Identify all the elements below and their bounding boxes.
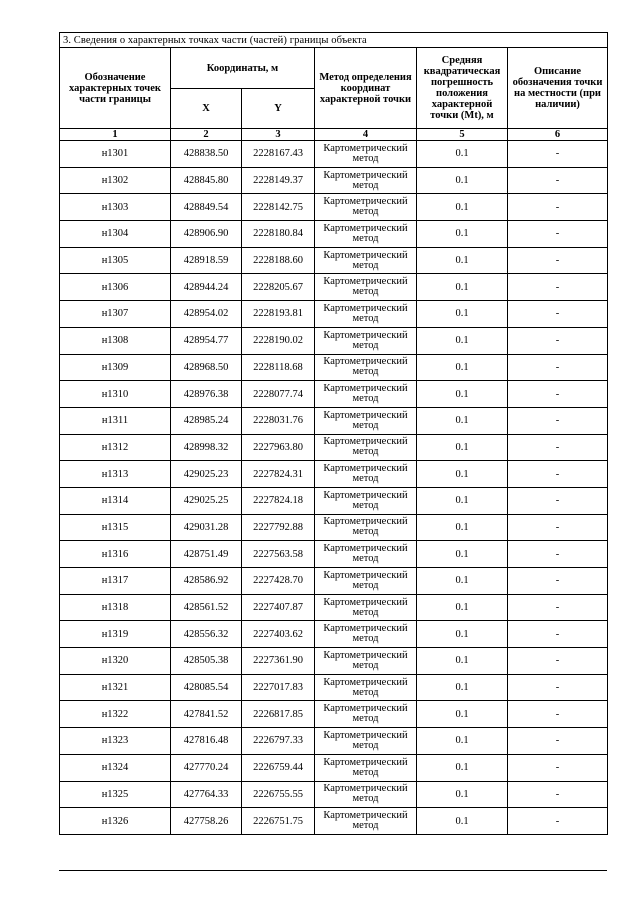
description-cell: -	[508, 461, 608, 488]
table-row	[60, 194, 608, 221]
coordinates-table	[59, 32, 608, 835]
point-id-cell: н1324	[60, 754, 171, 781]
description-cell: -	[508, 327, 608, 354]
header-coordinates: Координаты, м	[171, 48, 315, 89]
y-coordinate-cell: 2227403.62	[242, 621, 315, 648]
error-cell: 0.1	[417, 674, 508, 701]
method-cell: Картометрический метод	[315, 327, 417, 354]
error-cell: 0.1	[417, 194, 508, 221]
point-id-cell: н1322	[60, 701, 171, 728]
table-row	[60, 541, 608, 568]
x-coordinate-cell: 428505.38	[171, 648, 242, 675]
column-number: 5	[417, 129, 508, 141]
error-cell: 0.1	[417, 381, 508, 408]
method-cell: Картометрический метод	[315, 221, 417, 248]
method-cell: Картометрический метод	[315, 781, 417, 808]
point-id-cell: н1304	[60, 221, 171, 248]
point-id-cell: н1320	[60, 648, 171, 675]
description-cell: -	[508, 728, 608, 755]
y-coordinate-cell: 2228205.67	[242, 274, 315, 301]
method-cell: Картометрический метод	[315, 648, 417, 675]
column-number: 6	[508, 129, 608, 141]
point-id-cell: н1309	[60, 354, 171, 381]
y-coordinate-cell: 2227963.80	[242, 434, 315, 461]
error-cell: 0.1	[417, 167, 508, 194]
table-row	[60, 274, 608, 301]
x-coordinate-cell: 429031.28	[171, 514, 242, 541]
description-cell: -	[508, 354, 608, 381]
point-id-cell: н1307	[60, 301, 171, 328]
method-cell: Картометрический метод	[315, 728, 417, 755]
x-coordinate-cell: 428085.54	[171, 674, 242, 701]
point-id-cell: н1325	[60, 781, 171, 808]
table-row	[60, 568, 608, 595]
x-coordinate-cell: 428954.77	[171, 327, 242, 354]
description-cell: -	[508, 167, 608, 194]
y-coordinate-cell: 2226759.44	[242, 754, 315, 781]
description-cell: -	[508, 701, 608, 728]
y-coordinate-cell: 2228193.81	[242, 301, 315, 328]
table-row	[60, 514, 608, 541]
y-coordinate-cell: 2227824.18	[242, 487, 315, 514]
y-coordinate-cell: 2226751.75	[242, 808, 315, 835]
method-cell: Картометрический метод	[315, 274, 417, 301]
x-coordinate-cell: 429025.25	[171, 487, 242, 514]
x-coordinate-cell: 428998.32	[171, 434, 242, 461]
table-row	[60, 407, 608, 434]
method-cell: Картометрический метод	[315, 301, 417, 328]
error-cell: 0.1	[417, 221, 508, 248]
description-cell: -	[508, 781, 608, 808]
description-cell: -	[508, 568, 608, 595]
error-cell: 0.1	[417, 407, 508, 434]
table-row	[60, 381, 608, 408]
table-row	[60, 327, 608, 354]
header-x: X	[171, 89, 242, 129]
y-coordinate-cell: 2227361.90	[242, 648, 315, 675]
x-coordinate-cell: 427770.24	[171, 754, 242, 781]
description-cell: -	[508, 808, 608, 835]
error-cell: 0.1	[417, 434, 508, 461]
method-cell: Картометрический метод	[315, 568, 417, 595]
description-cell: -	[508, 301, 608, 328]
description-cell: -	[508, 247, 608, 274]
y-coordinate-cell: 2227563.58	[242, 541, 315, 568]
error-cell: 0.1	[417, 594, 508, 621]
y-coordinate-cell: 2228118.68	[242, 354, 315, 381]
y-coordinate-cell: 2226817.85	[242, 701, 315, 728]
description-cell: -	[508, 141, 608, 168]
column-number: 2	[171, 129, 242, 141]
description-cell: -	[508, 487, 608, 514]
point-id-cell: н1314	[60, 487, 171, 514]
point-id-cell: н1323	[60, 728, 171, 755]
x-coordinate-cell: 428586.92	[171, 568, 242, 595]
y-coordinate-cell: 2228149.37	[242, 167, 315, 194]
error-cell: 0.1	[417, 487, 508, 514]
point-id-cell: н1306	[60, 274, 171, 301]
y-coordinate-cell: 2227428.70	[242, 568, 315, 595]
method-cell: Картометрический метод	[315, 808, 417, 835]
table-row	[60, 728, 608, 755]
x-coordinate-cell: 427764.33	[171, 781, 242, 808]
x-coordinate-cell: 428838.50	[171, 141, 242, 168]
table-row	[60, 461, 608, 488]
y-coordinate-cell: 2226755.55	[242, 781, 315, 808]
method-cell: Картометрический метод	[315, 407, 417, 434]
error-cell: 0.1	[417, 354, 508, 381]
description-cell: -	[508, 221, 608, 248]
x-coordinate-cell: 427758.26	[171, 808, 242, 835]
description-cell: -	[508, 194, 608, 221]
column-number: 1	[60, 129, 171, 141]
table-row	[60, 167, 608, 194]
y-coordinate-cell: 2228180.84	[242, 221, 315, 248]
table-row	[60, 621, 608, 648]
point-id-cell: н1326	[60, 808, 171, 835]
table-row	[60, 247, 608, 274]
point-id-cell: н1311	[60, 407, 171, 434]
table-row	[60, 141, 608, 168]
x-coordinate-cell: 428906.90	[171, 221, 242, 248]
description-cell: -	[508, 754, 608, 781]
description-cell: -	[508, 514, 608, 541]
description-cell: -	[508, 541, 608, 568]
x-coordinate-cell: 428556.32	[171, 621, 242, 648]
point-id-cell: н1310	[60, 381, 171, 408]
point-id-cell: н1319	[60, 621, 171, 648]
point-id-cell: н1301	[60, 141, 171, 168]
error-cell: 0.1	[417, 274, 508, 301]
method-cell: Картометрический метод	[315, 141, 417, 168]
method-cell: Картометрический метод	[315, 434, 417, 461]
table-row	[60, 301, 608, 328]
description-cell: -	[508, 594, 608, 621]
x-coordinate-cell: 427816.48	[171, 728, 242, 755]
column-number: 3	[242, 129, 315, 141]
method-cell: Картометрический метод	[315, 674, 417, 701]
method-cell: Картометрический метод	[315, 701, 417, 728]
x-coordinate-cell: 428976.38	[171, 381, 242, 408]
error-cell: 0.1	[417, 754, 508, 781]
header-description: Описание обозначения точки на местности (при наличии)	[508, 48, 608, 129]
y-coordinate-cell: 2228167.43	[242, 141, 315, 168]
table-row	[60, 434, 608, 461]
x-coordinate-cell: 428849.54	[171, 194, 242, 221]
description-cell: -	[508, 434, 608, 461]
description-cell: -	[508, 381, 608, 408]
table-row	[60, 648, 608, 675]
method-cell: Картометрический метод	[315, 514, 417, 541]
table-row	[60, 354, 608, 381]
method-cell: Картометрический метод	[315, 487, 417, 514]
method-cell: Картометрический метод	[315, 381, 417, 408]
method-cell: Картометрический метод	[315, 247, 417, 274]
y-coordinate-cell: 2228188.60	[242, 247, 315, 274]
header-error: Средняя квадратическая погрешность положения характерной точки (Mt), м	[417, 48, 508, 129]
column-number: 4	[315, 129, 417, 141]
header-method: Метод определения координат характерной точки	[315, 48, 417, 129]
header-designation: Обозначение характерных точек части границы	[60, 48, 171, 129]
table-row	[60, 221, 608, 248]
point-id-cell: н1312	[60, 434, 171, 461]
point-id-cell: н1321	[60, 674, 171, 701]
point-id-cell: н1305	[60, 247, 171, 274]
section-title: 3. Сведения о характерных точках части (частей) границы объекта	[60, 33, 608, 48]
x-coordinate-cell: 427841.52	[171, 701, 242, 728]
description-cell: -	[508, 274, 608, 301]
method-cell: Картометрический метод	[315, 461, 417, 488]
document-sheet	[59, 32, 607, 835]
method-cell: Картометрический метод	[315, 541, 417, 568]
x-coordinate-cell: 428845.80	[171, 167, 242, 194]
method-cell: Картометрический метод	[315, 354, 417, 381]
error-cell: 0.1	[417, 808, 508, 835]
error-cell: 0.1	[417, 514, 508, 541]
point-id-cell: н1308	[60, 327, 171, 354]
y-coordinate-cell: 2226797.33	[242, 728, 315, 755]
point-id-cell: н1303	[60, 194, 171, 221]
header-y: Y	[242, 89, 315, 129]
error-cell: 0.1	[417, 701, 508, 728]
point-id-cell: н1313	[60, 461, 171, 488]
column-number-row	[60, 129, 608, 141]
description-cell: -	[508, 407, 608, 434]
point-id-cell: н1315	[60, 514, 171, 541]
x-coordinate-cell: 428944.24	[171, 274, 242, 301]
error-cell: 0.1	[417, 648, 508, 675]
description-cell: -	[508, 674, 608, 701]
method-cell: Картометрический метод	[315, 167, 417, 194]
method-cell: Картометрический метод	[315, 754, 417, 781]
point-id-cell: н1318	[60, 594, 171, 621]
table-row	[60, 754, 608, 781]
x-coordinate-cell: 429025.23	[171, 461, 242, 488]
point-id-cell: н1302	[60, 167, 171, 194]
x-coordinate-cell: 428985.24	[171, 407, 242, 434]
table-row	[60, 808, 608, 835]
table-body	[60, 141, 608, 835]
y-coordinate-cell: 2228031.76	[242, 407, 315, 434]
error-cell: 0.1	[417, 141, 508, 168]
error-cell: 0.1	[417, 541, 508, 568]
y-coordinate-cell: 2227824.31	[242, 461, 315, 488]
x-coordinate-cell: 428561.52	[171, 594, 242, 621]
error-cell: 0.1	[417, 781, 508, 808]
method-cell: Картометрический метод	[315, 621, 417, 648]
method-cell: Картометрический метод	[315, 194, 417, 221]
error-cell: 0.1	[417, 621, 508, 648]
footer-rule	[59, 870, 607, 871]
y-coordinate-cell: 2228077.74	[242, 381, 315, 408]
y-coordinate-cell: 2227017.83	[242, 674, 315, 701]
description-cell: -	[508, 648, 608, 675]
method-cell: Картометрический метод	[315, 594, 417, 621]
point-id-cell: н1316	[60, 541, 171, 568]
error-cell: 0.1	[417, 728, 508, 755]
table-row	[60, 594, 608, 621]
y-coordinate-cell: 2227407.87	[242, 594, 315, 621]
description-cell: -	[508, 621, 608, 648]
y-coordinate-cell: 2227792.88	[242, 514, 315, 541]
x-coordinate-cell: 428751.49	[171, 541, 242, 568]
table-row	[60, 781, 608, 808]
point-id-cell: н1317	[60, 568, 171, 595]
error-cell: 0.1	[417, 568, 508, 595]
x-coordinate-cell: 428954.02	[171, 301, 242, 328]
error-cell: 0.1	[417, 247, 508, 274]
y-coordinate-cell: 2228190.02	[242, 327, 315, 354]
table-row	[60, 674, 608, 701]
x-coordinate-cell: 428968.50	[171, 354, 242, 381]
error-cell: 0.1	[417, 301, 508, 328]
table-row	[60, 701, 608, 728]
x-coordinate-cell: 428918.59	[171, 247, 242, 274]
error-cell: 0.1	[417, 327, 508, 354]
y-coordinate-cell: 2228142.75	[242, 194, 315, 221]
table-row	[60, 487, 608, 514]
error-cell: 0.1	[417, 461, 508, 488]
